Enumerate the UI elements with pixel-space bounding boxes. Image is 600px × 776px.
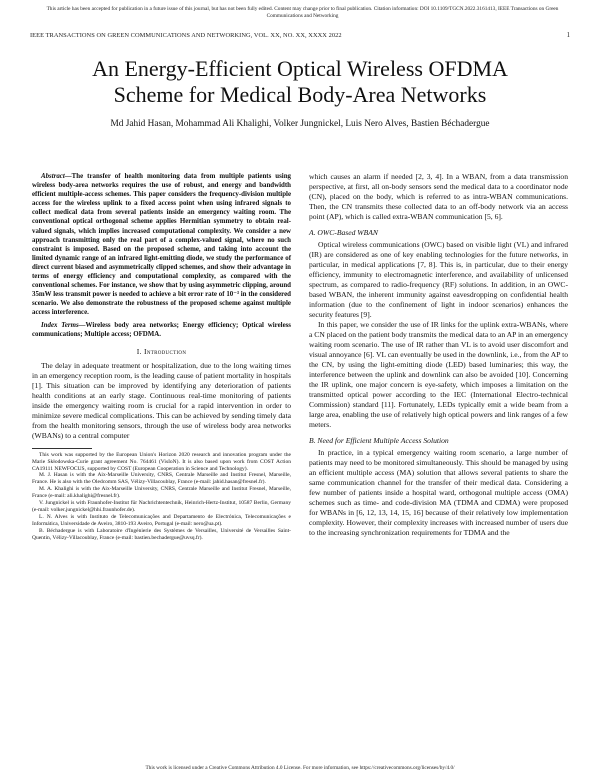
index-terms-lead: Index Terms— <box>41 321 86 329</box>
intro-paragraph-1: The delay in adequate treatment or hospitalization, due to the long waiting times in an emergency reception room, is the leading cause of patient mortality in hospitals [1]. This situation can be improved by identifying any deterioration of patients health conditions at an early stage. Continuous real-time monitoring of patients inside the emergency waiting room is crucial for a rapid intervention in order to minimize severe medical complications. This can be achieved by sending timely data from the health monitoring sensors, through the use of wireless body area networks (WBANs) to a central computer <box>32 360 291 440</box>
owc-paragraph-1: Optical wireless communications (OWC) based on visible light (VL) and infrared (IR) are considered as one of key enabling technologies for the future networks, in particular, in medical applications [7, 8]. This is, in particular, due to their energy efficiency, immunity to electromagnetic interference, and availability of unlicensed spectrum, as compared to radio-frequency (RF) solutions. In addition, in an OWC-based WBAN, the inherent immunity against eavesdropping on confidential health information (due to the confinement of light in indoor scenarios) enhances the security features [9]. <box>309 240 568 319</box>
footnote-author-jungnickel: V. Jungnickel is with Fraunhofer-Institut für Nachrichtentechnik, Heinrich-Hertz-Institut, 10587 Berlin, Germany (e-mail: volker.jungnickel@hhi.fraunhofer.de). <box>32 500 291 513</box>
running-head: IEEE TRANSACTIONS ON GREEN COMMUNICATIONS AND NETWORKING, VOL. XX, NO. XX, XXXX 2022 <box>30 32 342 39</box>
multiple-access-paragraph-1: In practice, in a typical emergency waiting room scenario, a large number of patients may need to be monitored simultaneously. This should be managed by using an efficient multiple access (MA) solution that allows several patients to share the same communication channel for the transfer of their medical data. Considering a few number of patients inside a hospital ward, orthogonal multiple access (OMA) schemes such as time- and code-division MA (TDMA and CDMA) were proposed for WBANs in [6, 12, 13, 14, 15, 16] because of their relatively low implementation complexity. However, their complexity increases with increased number of users due to the increasing synchronization requirements for TDMA and the <box>309 448 568 537</box>
author-list: Md Jahid Hasan, Mohammad Ali Khalighi, Volker Jungnickel, Luis Nero Alves, Bastien Béchadergue <box>110 119 490 129</box>
abstract <box>32 172 291 318</box>
footnote-rule <box>32 448 92 449</box>
footnote-author-bechadergue: B. Béchadergue is with Laboratoire d'Ingénierie des Systèmes de Versailles, Université de Versailles Saint-Quentin, Vélizy-Villacoublay, France (e-mail: bastien.bechadergue@uvsq.fr). <box>32 527 291 541</box>
footnote-author-hasan: M. J. Hasan is with the Aix-Marseille University, CNRS, Centrale Marseille and Institut Fresnel, Marseille, France. He is also with the Oledcomm SAS, Vélizy-Villacoublay, France (e-mail: jahid.hasan@fresnel.fr). <box>32 472 291 486</box>
owc-paragraph-2: In this paper, we consider the use of IR links for the uplink extra-WBANs, where a CN placed on the patient body transmits the medical data to an AP in an emergency waiting room scenario. The use of IR rather than VL is to avoid user discomfort and visual annoyance [6]. VL can eventually be used in the downlink, i.e., from the AP to the CN, by using the light-emitting diode (LED) based luminaries; this way, the interference between the uplink and downlink can also be avoided [10]. Concerning the IR uplink, one major concern is eye-safety, which imposes a limitation on the transmitted optical power according to the IEC (International Electro-technical Commission) standard [11]. Fortunately, LEDs typically emit a wide beam from a large area, enabling the use of relatively high optical powers and link ranges of a few meters. <box>309 320 568 429</box>
intro-paragraph-continued: which causes an alarm if needed [2, 3, 4]. In a WBAN, from a data transmission perspective, at first, all on-body sensors send the medical data to a coordinator node (CN), placed on the body, which is referred to as intra-WBAN communications. Then, the CN transmits these collected data to an off-body network via an access point (AP), which is called extra-WBAN communication [5, 6]. <box>309 172 568 221</box>
footnote-funding: This work was supported by the European Union's Horizon 2020 research and innovation program under the Marie Skłodowska-Curie grant agreement No. 764461 (VisIoN). It is also based upon work from COST Action CA19111 NEWFOCUS, supported by COST (European Cooperation in Science and Technology). <box>32 451 291 472</box>
subsection-heading-owc-wban: A. OWC-Based WBAN <box>309 228 378 237</box>
right-column <box>309 172 568 538</box>
abstract-body: The transfer of health monitoring data from multiple patients using wireless body-area networks requires the use of robust, and energy and bandwidth efficient multiple-access schemes. This paper considers the frequency-division multiple access for the wireless uplink to a fixed access point when using infrared signals to collect medical data from several patients inside an emergency waiting room. The conventional optical orthogonal scheme applies Hermitian symmetry to obtain real-valued signals, which implies increased computational complexity. We consider a new approach transmitting only the real part of a complex-valued signal, where no such constraint is imposed. Based on the proposed scheme, and taking into account the limited dynamic range of an infrared light-emitting diode, we study the performance of direct current biased and asymmetrically clipped schemes, and show their advantage in terms of energy efficiency and computational complexity, as compared with the conventional schemes. For instance, we show that by using asymmetric clipping, around 35mW less transmit power is needed to achieve a bit error rate of 10⁻³ in the considered scenario. We also demonstrate the robustness of the proposed scheme against multiple access interference. <box>32 173 291 317</box>
subsection-heading-multiple-access: B. Need for Efficient Multiple Access Solution <box>309 436 449 445</box>
paper-title <box>20 56 580 108</box>
section-heading-introduction: I. Introduction <box>136 346 187 356</box>
publication-notice: This article has been accepted for publication in a future issue of this journal, but has not been fully edited. Content may change prior to final publication. Citation information: DOI 10.1109/TGCN.2022.3161413, IEEE Transactions on Green Communications and Networking <box>46 6 559 19</box>
page-number: 1 <box>566 32 570 39</box>
title-line-2: Scheme for Medical Body-Area Networks <box>113 82 487 107</box>
index-terms-body: Wireless body area networks; Energy efficiency; Optical wireless communications; Multiple access; OFDMA. <box>32 321 291 338</box>
footnote-author-khalighi: M. A. Khalighi is with the Aix-Marseille University, CNRS, Centrale Marseille and Institut Fresnel, Marseille, France (e-mail: ali.khalighi@fresnel.fr). <box>32 486 291 500</box>
license-notice: This work is licensed under a Creative Commons Attribution 4.0 License. For more information, see https://creativecommons.org/licenses/by/4.0/ <box>145 765 455 771</box>
title-line-1: An Energy-Efficient Optical Wireless OFDMA <box>92 56 508 81</box>
footnote-author-alves: L. N. Alves is with Instituto de Telecomunicações and Departamento de Electrónica, Telecomunicações e Informática, Universidade de Aveiro, 3810-193 Aveiro, Portugal (e-mail: nero@ua.pt). <box>32 513 291 527</box>
index-terms <box>32 321 291 339</box>
left-column <box>32 172 291 541</box>
abstract-lead: Abstract— <box>41 173 72 180</box>
